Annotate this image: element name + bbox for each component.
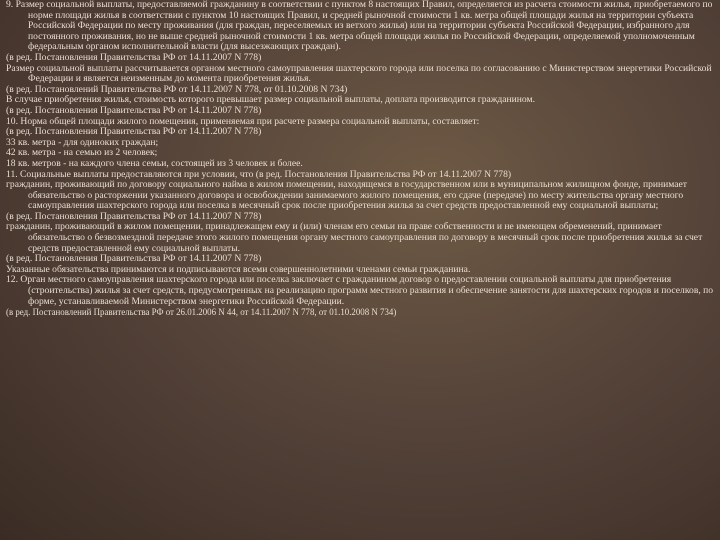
paragraph-text: гражданин, проживающий в жилом помещении, принадлежащем ему и (или) членам его семьи на праве собственности и не имеющем обременений, принимает обязательство о безвозмездной передаче этого жилого помещения органу местного самоуправления по договору в месячный срок после приобретения жилья за счет средств предоставленной ему социальной выплаты. bbox=[6, 221, 703, 254]
norm-item: 42 кв. метра - на семью из 2 человек; bbox=[6, 147, 158, 159]
paragraph-12: 12. Орган местного самоуправления шахтерского города или поселка заключает с гражданином договор о предоставлении социальной выплаты для приобретения (строительства) жилья за счет средств, предусмотренных на реализацию программ местного развития и обеспечение занятости для шахтерских городов и поселков, по форме, устанавливаемой Министерством энергетики Российской Федерации. bbox=[6, 274, 714, 307]
amendment-note: (в ред. Постановлений Правительства РФ от 26.01.2006 N 44, от 14.11.2007 N 778, от 01.10.2008 N 734) bbox=[6, 307, 397, 318]
norm-item: 18 кв. метров - на каждого члена семьи, состоящей из 3 человек и более. bbox=[6, 157, 303, 169]
amendment-note: (в ред. Постановления Правительства РФ от 14.11.2007 N 778) bbox=[6, 210, 262, 222]
amendment-note: (в ред. Постановления Правительства РФ от 14.11.2007 N 778) bbox=[6, 253, 262, 265]
amendment-note: (в ред. Постановления Правительства РФ от 14.11.2007 N 778) bbox=[6, 126, 262, 138]
amendment-note: (в ред. Постановления Правительства РФ от 14.11.2007 N 778) bbox=[6, 51, 262, 63]
regulation-text bbox=[6, 0, 714, 318]
paragraph-text: Размер социальной выплаты рассчитывается органом местного самоуправления шахтерского города или поселка по согласованию с Министерством энергетики Российской Федерации и является неизменным до момента приобретения жилья. bbox=[6, 62, 712, 85]
paragraph-11: 11. Социальные выплаты предоставляются при условии, что (в ред. Постановления Правительства РФ от 14.11.2007 N 778) bbox=[6, 168, 512, 180]
paragraph-text: В случае приобретения жилья, стоимость которого превышает размер социальной выплаты, доплата производится гражданином. bbox=[6, 94, 535, 106]
amendment-note: (в ред. Постановления Правительства РФ от 14.11.2007 N 778) bbox=[6, 104, 262, 116]
paragraph-9: 9. Размер социальной выплаты, предоставляемой гражданину в соответствии с пунктом 8 настоящих Правил, определяется из расчета стоимости жилья, приобретаемого по норме площади жилья в соответствии с пунктом 10 настоящих Правил, и средней рыночной стоимости 1 кв. метра общей площади жилья на территории субъекта Российской Федерации по месту проживания (для граждан, переселяемых из ветхого жилья) или на территории субъекта Российской Федерации, избранного для постоянного проживания, но не выше средней рыночной стоимости 1 кв. метра общей площади жилья по Российской Федерации, определяемой уполномоченным федеральным органом исполнительной власти (для высезжающих граждан). bbox=[6, 0, 713, 53]
amendment-note: (в ред. Постановлений Правительства РФ от 14.11.2007 N 778, от 01.10.2008 N 734) bbox=[6, 83, 348, 95]
paragraph-text: гражданин, проживающий по договору социального найма в жилом помещении, находящемся в государственном или в муниципальном жилищном фонде, принимает обязательство о расторжении указанного договора и освобождении занимаемого жилого помещения, его сдаче (передаче) по месту жительства органу местного самоуправления шахтерского города или поселка в месячный срок после приобретения жилья за счет средств предоставленной ему социальной выплаты; bbox=[6, 179, 687, 212]
paragraph-10: 10. Норма общей площади жилого помещения, применяемая при расчете размера социальной выплаты, составляет: bbox=[6, 115, 480, 127]
paragraph-text: Указанные обязательства принимаются и подписываются всеми совершеннолетними членами семьи гражданина. bbox=[6, 263, 471, 275]
norm-item: 33 кв. метра - для одиноких граждан; bbox=[6, 136, 159, 148]
